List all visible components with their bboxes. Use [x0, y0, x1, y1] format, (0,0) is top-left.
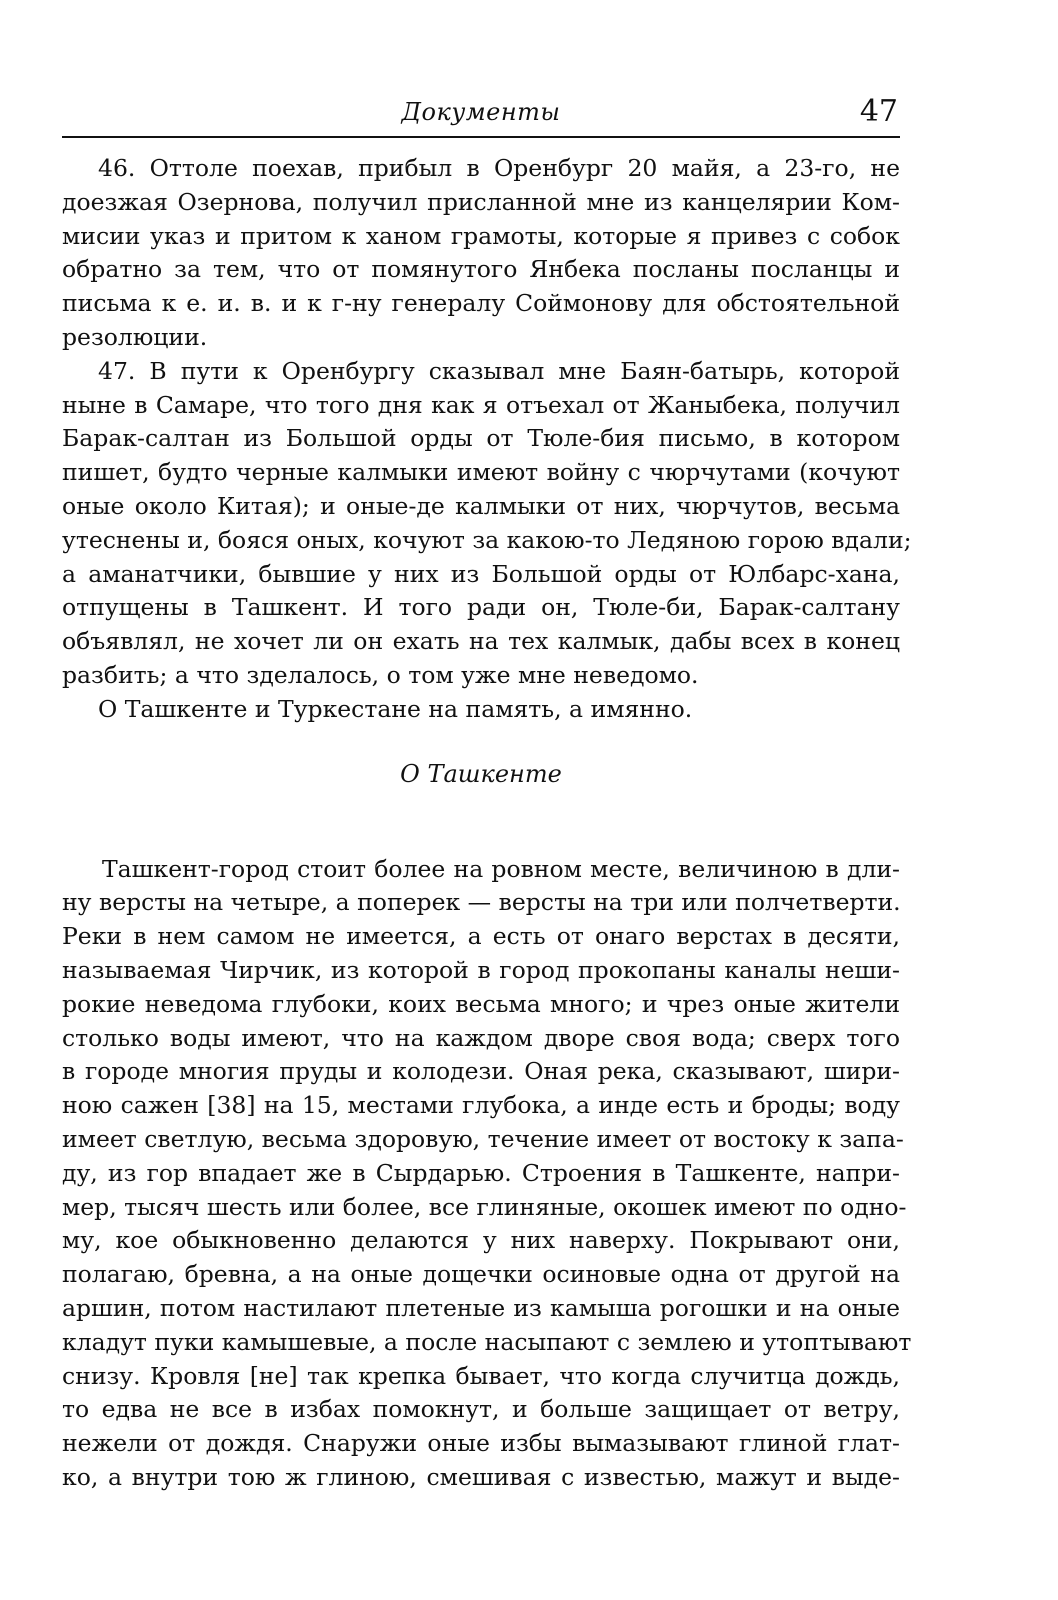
text-line: ко, а внутри тою ж глиною, смешивая с известью, мажут и выде-: [62, 1462, 900, 1491]
text-line: му, кое обыкновенно делаются у них наверху. Покрывают они,: [62, 1226, 900, 1255]
section-title: Документы: [401, 98, 561, 126]
text-line: Барак-салтан из Большой орды от Тюле-бия письмо, в котором: [62, 424, 900, 453]
text-line: ною сажен [38] на 15, местами глубока, а инде есть и броды; воду: [62, 1091, 900, 1120]
text-line: мисии указ и притом к ханом грамоты, которые я привез с собок: [62, 221, 900, 250]
text-line: ду, из гор впадает же в Сырдарью. Строения в Ташкенте, напри-: [62, 1158, 900, 1187]
text-line: называемая Чирчик, из которой в город прокопаны каналы неши-: [62, 955, 900, 984]
text-line: утеснены и, бояся оных, кочуют за какою-то Ледяною горою вдали;: [62, 525, 912, 554]
text-line: снизу. Кровля [не] так крепка бывает, что когда случитца дождь,: [62, 1361, 900, 1390]
text-line: письма к е. и. в. и к г-ну генералу Соймонову для обстоятельной: [62, 289, 900, 318]
body-text-top: [62, 152, 912, 727]
text-line: мер, тысяч шесть или более, все глиняные, окошек имеют по одно-: [62, 1192, 907, 1221]
running-head: [62, 92, 900, 138]
text-line: обратно за тем, что от помянутого Янбека посланы посланцы и: [62, 255, 900, 284]
text-line: то едва не все в избах помокнут, и больше защищает от ветру,: [62, 1395, 900, 1424]
text-line: разбить; а что зделалось, о том уже мне неведомо.: [62, 660, 699, 689]
text-line: имеет светлую, весьма здоровую, течение имеет от востоку к запа-: [62, 1124, 904, 1153]
text-line: ныне в Самаре, что того дня как я отъехал от Жаныбека, получил: [62, 390, 900, 419]
text-line: 47. В пути к Оренбургу сказывал мне Баян-батырь, которой: [98, 356, 900, 385]
text-line: 46. Оттоле поехав, прибыл в Оренбург 20 майя, а 23-го, не: [98, 154, 900, 182]
text-line: а аманатчики, бывшие у них из Большой орды от Юлбарс-хана,: [62, 559, 900, 588]
text-line: рокие неведома глубоки, коих весьма много; и чрез оные жители: [62, 989, 900, 1018]
text-line: Ташкент-город стоит более на ровном месте, величиною в дли-: [102, 854, 900, 883]
body-text-bottom: [62, 853, 912, 1495]
text-line: столько воды имеют, что на каждом дворе своя вода; сверх того: [62, 1023, 900, 1052]
text-line: аршин, потом настилают плетеные из камыша рогошки и на оные: [62, 1293, 900, 1322]
section-subheading: О Ташкенте: [400, 759, 562, 788]
document-page: [62, 92, 912, 1495]
text-line: резолюции.: [62, 322, 208, 351]
text-line: Реки в нем самом не имеется, а есть от онаго верстах в десяти,: [62, 922, 900, 951]
text-line: нежели от дождя. Снаружи оные избы вымазывают глиной глат-: [62, 1429, 900, 1458]
text-line: в городе многия пруды и колодези. Оная река, сказывают, шири-: [62, 1057, 900, 1086]
text-line: полагаю, бревна, а на оные дощечки осиновые одна от другой на: [62, 1260, 900, 1289]
text-line: О Ташкенте и Туркестане на память, а имянно.: [98, 694, 693, 723]
text-line: кладут пуки камышевые, а после насыпают с землею и утоптывают: [62, 1327, 912, 1356]
text-line: оные около Китая); и оные-де калмыки от них, чюрчутов, весьма: [62, 491, 900, 520]
text-line: доезжая Озернова, получил присланной мне из канцелярии Ком-: [62, 187, 900, 216]
page-number: 47: [859, 94, 898, 129]
text-line: пишет, будто черные калмыки имеют войну с чюрчутами (кочуют: [62, 458, 900, 487]
text-line: отпущены в Ташкент. И того ради он, Тюле-би, Барак-салтану: [62, 593, 900, 622]
text-line: ну версты на четыре, а поперек — версты на три или полчетверти.: [62, 888, 901, 917]
text-line: объявлял, не хочет ли он ехать на тех калмык, дабы всех в конец: [62, 627, 900, 656]
